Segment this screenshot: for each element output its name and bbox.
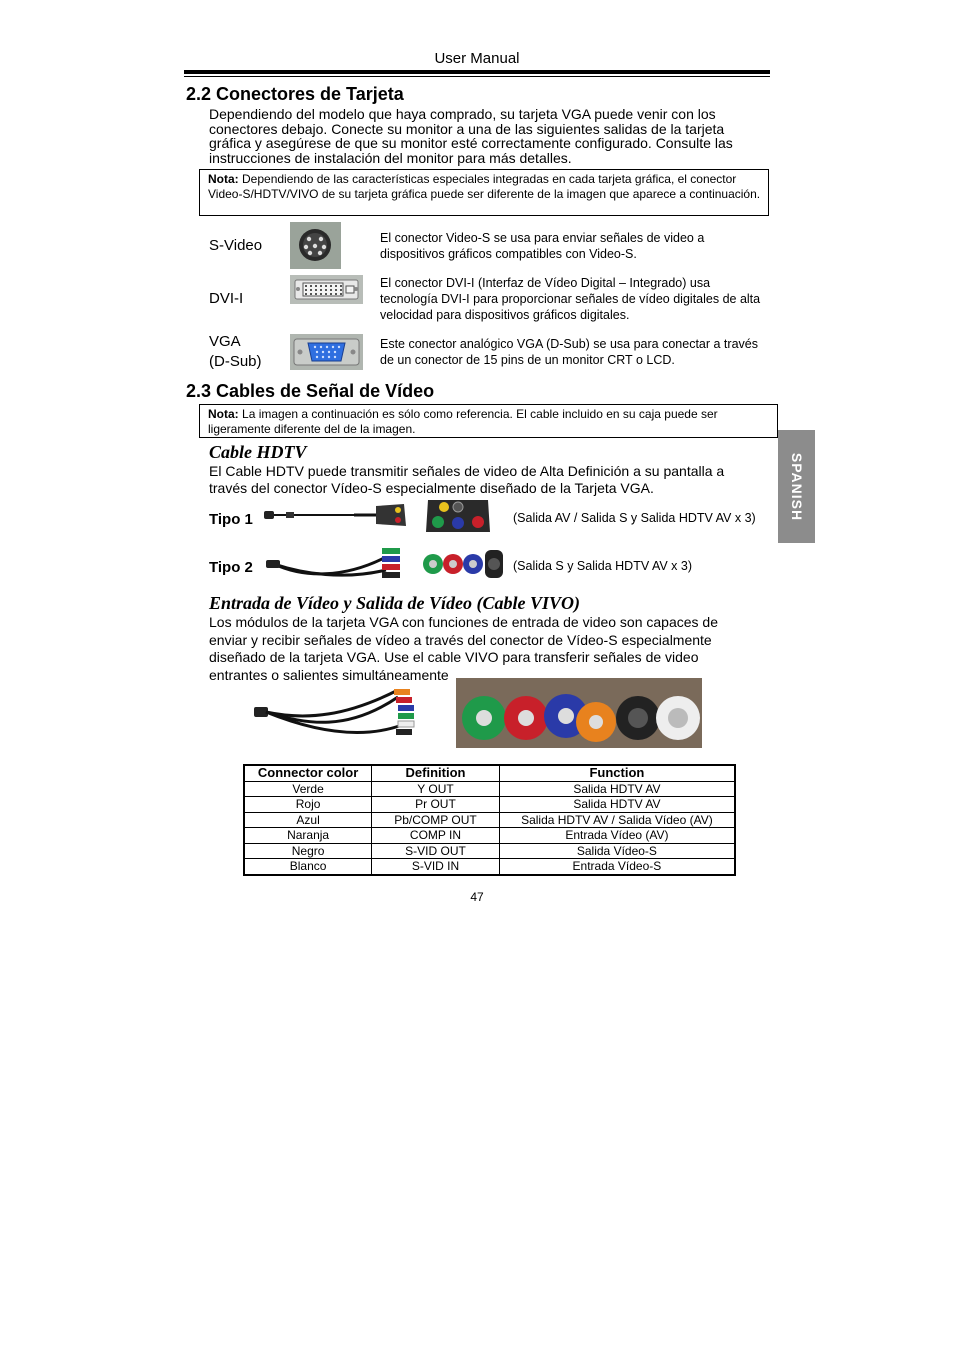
vga-screw (298, 350, 303, 355)
desc-line: dispositivos gráficos compatibles con Video-S. (380, 247, 637, 261)
table-cell: Y OUT (372, 781, 500, 797)
table-header-cell: Definition (372, 765, 500, 781)
tipo-2-label: Tipo 2 (209, 559, 253, 576)
cable-wire (266, 691, 396, 716)
desc-line: Este conector analógico VGA (D-Sub) se usa para conectar a través (380, 337, 758, 351)
connector-desc-svideo (380, 230, 775, 262)
section-2-2-intro (209, 107, 759, 165)
tipo-1-label: Tipo 1 (209, 511, 253, 528)
desc-line: El conector Video-S se usa para enviar señales de video a (380, 231, 705, 245)
intro-line: instrucciones de instalación del monitor para más detalles. (209, 149, 572, 166)
svideo-pin (319, 237, 323, 241)
hdtv-line: través del conector Vídeo-S especialmente diseñado de la Tarjeta VGA. (209, 480, 654, 496)
desc-line: El conector DVI-I (Interfaz de Vídeo Digital – Integrado) usa (380, 276, 711, 290)
connector-color-table (243, 764, 736, 876)
vga-shell (308, 343, 345, 361)
connector-label-svideo: S-Video (209, 237, 263, 254)
vivo-cable-image (248, 685, 416, 747)
page-number: 47 (470, 890, 484, 904)
language-side-tab (778, 430, 815, 543)
breakout-yellow (439, 502, 449, 512)
plug-red (382, 564, 400, 570)
connector-label-vga (209, 332, 262, 372)
plug-tip (429, 560, 437, 568)
plug-red (396, 697, 412, 703)
breakout-green (432, 516, 444, 528)
vga-screw (351, 350, 356, 355)
manual-header-title: User Manual (434, 50, 520, 67)
intro-line: Dependiendo del modelo que haya comprado, su tarjeta VGA puede venir con los (209, 106, 716, 122)
table-row (244, 812, 735, 828)
plug-black (396, 729, 412, 735)
note-text: Dependiendo de las características especiales integradas en cada tarjeta gráfica, el conector Video-S/HDTV/VIVO de su tarjeta gráfica puede ser diferente de la imagen que aparece a continuación. (208, 172, 761, 201)
table-cell: Negro (244, 843, 372, 859)
desc-line: tecnología DVI-I para proporcionar señales de vídeo digitales de alta (380, 292, 761, 306)
section-2-3-note (199, 404, 778, 438)
table-cell: Naranja (244, 828, 372, 844)
cable-hdtv-desc (209, 463, 759, 497)
intro-line: conectores debajo. Conecte su monitor a una de las siguientes salidas de la tarjeta (209, 120, 725, 137)
vivo-line: enviar y recibir señales de vídeo a través del conector de Vídeo-S especialmente (209, 631, 712, 648)
header-rule-thick (184, 70, 770, 74)
vga-label-line: VGA (209, 333, 241, 350)
table-cell: Blanco (244, 859, 372, 875)
vga-label-line: (D-Sub) (209, 353, 262, 370)
table-header-cell: Connector color (244, 765, 372, 781)
plug-tip (476, 710, 492, 726)
plug-svideo-face (488, 558, 500, 570)
tipo-2-plugs-image (419, 542, 505, 582)
table-cell: S-VID IN (372, 859, 500, 875)
desc-line: de un conector de 15 pins de un monitor CRT o LCD. (380, 353, 675, 367)
plug-tip (558, 708, 574, 724)
vga-connector-image (290, 334, 363, 370)
table-row (244, 797, 735, 813)
plug-svideo-face (628, 708, 648, 728)
table-cell: Salida HDTV AV (499, 781, 735, 797)
table-cell: Pr OUT (372, 797, 500, 813)
cable-ferrite (286, 512, 294, 518)
dvi-screw (296, 287, 300, 291)
table-row (244, 828, 735, 844)
plug-black (382, 572, 400, 578)
section-2-2-heading: 2.2 Conectores de Tarjeta (186, 84, 404, 104)
connector-desc-vga (380, 336, 775, 368)
tipo-1-cable-image (264, 500, 409, 530)
table-cell: COMP IN (372, 828, 500, 844)
vivo-line: entrantes o salientes simultáneamente (209, 666, 449, 683)
table-cell: Salida HDTV AV / Salida Vídeo (AV) (499, 812, 735, 828)
vivo-cable-title: Entrada de Vídeo y Salida de Vídeo (Cable VIVO) (209, 593, 580, 613)
svideo-pin (313, 244, 317, 248)
plug-tip (469, 560, 477, 568)
connector-label-dvi: DVI-I (209, 290, 244, 307)
vivo-cable-desc (209, 614, 759, 684)
plug-svideo-face (668, 708, 688, 728)
side-tab-label: SPANISH (788, 452, 805, 521)
table-cell: Salida HDTV AV (499, 797, 735, 813)
plug-tip (518, 710, 534, 726)
plug-green (382, 548, 400, 554)
table-cell: S-VID OUT (372, 843, 500, 859)
plug-blue (382, 556, 400, 562)
dvi-connector-image (290, 275, 363, 304)
table-row (244, 843, 735, 859)
breakout-dot (395, 507, 401, 513)
vivo-line: diseñado de la tarjeta VGA. Use el cable VIVO para transferir señales de video (209, 649, 699, 666)
plug-white (398, 721, 414, 727)
tipo-1-breakout-image (424, 496, 492, 536)
section-2-2-note (199, 169, 769, 216)
svideo-pin (307, 237, 311, 241)
desc-line: velocidad para dispositivos gráficos digitales. (380, 308, 630, 322)
plug-tip (589, 715, 603, 729)
vivo-plugs-image (456, 678, 702, 748)
table-cell: Entrada Vídeo (AV) (499, 828, 735, 844)
breakout-red (472, 516, 484, 528)
table-row (244, 781, 735, 797)
table-cell: Verde (244, 781, 372, 797)
svideo-pin (308, 251, 312, 255)
svideo-connector-image (290, 222, 341, 269)
note-label: Nota: (208, 172, 239, 186)
section-2-3-heading: 2.3 Cables de Señal de Vídeo (186, 381, 435, 401)
plug-blue (398, 705, 414, 711)
table-header-row (244, 765, 735, 781)
note-text: La imagen a continuación es sólo como referencia. El cable incluido en su caja puede ser ligeramente diferente del de la imagen. (208, 407, 718, 436)
plug-orange (394, 689, 410, 695)
dvi-analog-block (346, 286, 354, 293)
breakout-svideo (453, 502, 463, 512)
table-row (244, 859, 735, 875)
table-cell: Pb/COMP OUT (372, 812, 500, 828)
dvi-screw (354, 287, 358, 291)
svideo-pin (322, 245, 326, 249)
svideo-pin (318, 251, 322, 255)
cable-plug (264, 511, 274, 519)
note-label: Nota: (208, 407, 239, 421)
table-cell: Salida Vídeo-S (499, 843, 735, 859)
header-rule-thin (184, 76, 770, 77)
breakout-dot (395, 517, 401, 523)
cable-breakout (376, 504, 406, 526)
tipo-2-cable-image (264, 544, 406, 582)
breakout-blue (452, 517, 464, 529)
intro-line: gráfica y asegúrese de que su monitor esté correctamente configurado. Consulte las (209, 135, 733, 152)
table-header-cell: Function (499, 765, 735, 781)
hdtv-line: El Cable HDTV puede transmitir señales de video de Alta Definición a su pantalla a (209, 463, 725, 479)
table-cell: Entrada Vídeo-S (499, 859, 735, 875)
cable-plug (254, 707, 268, 717)
cable-wire (274, 558, 384, 574)
table-cell: Rojo (244, 797, 372, 813)
svideo-pin (304, 245, 308, 249)
connector-desc-dvi (380, 275, 775, 323)
tipo-2-caption: (Salida S y Salida HDTV AV x 3) (513, 559, 693, 573)
cable-plug (266, 560, 280, 568)
table-cell: Azul (244, 812, 372, 828)
vivo-line: Los módulos de la tarjeta VGA con funciones de entrada de video son capaces de (209, 614, 719, 630)
plug-green (398, 713, 414, 719)
plug-tip (449, 560, 457, 568)
cable-hdtv-title: Cable HDTV (209, 442, 307, 462)
tipo-1-caption: (Salida AV / Salida S y Salida HDTV AV x 3) (513, 511, 756, 525)
